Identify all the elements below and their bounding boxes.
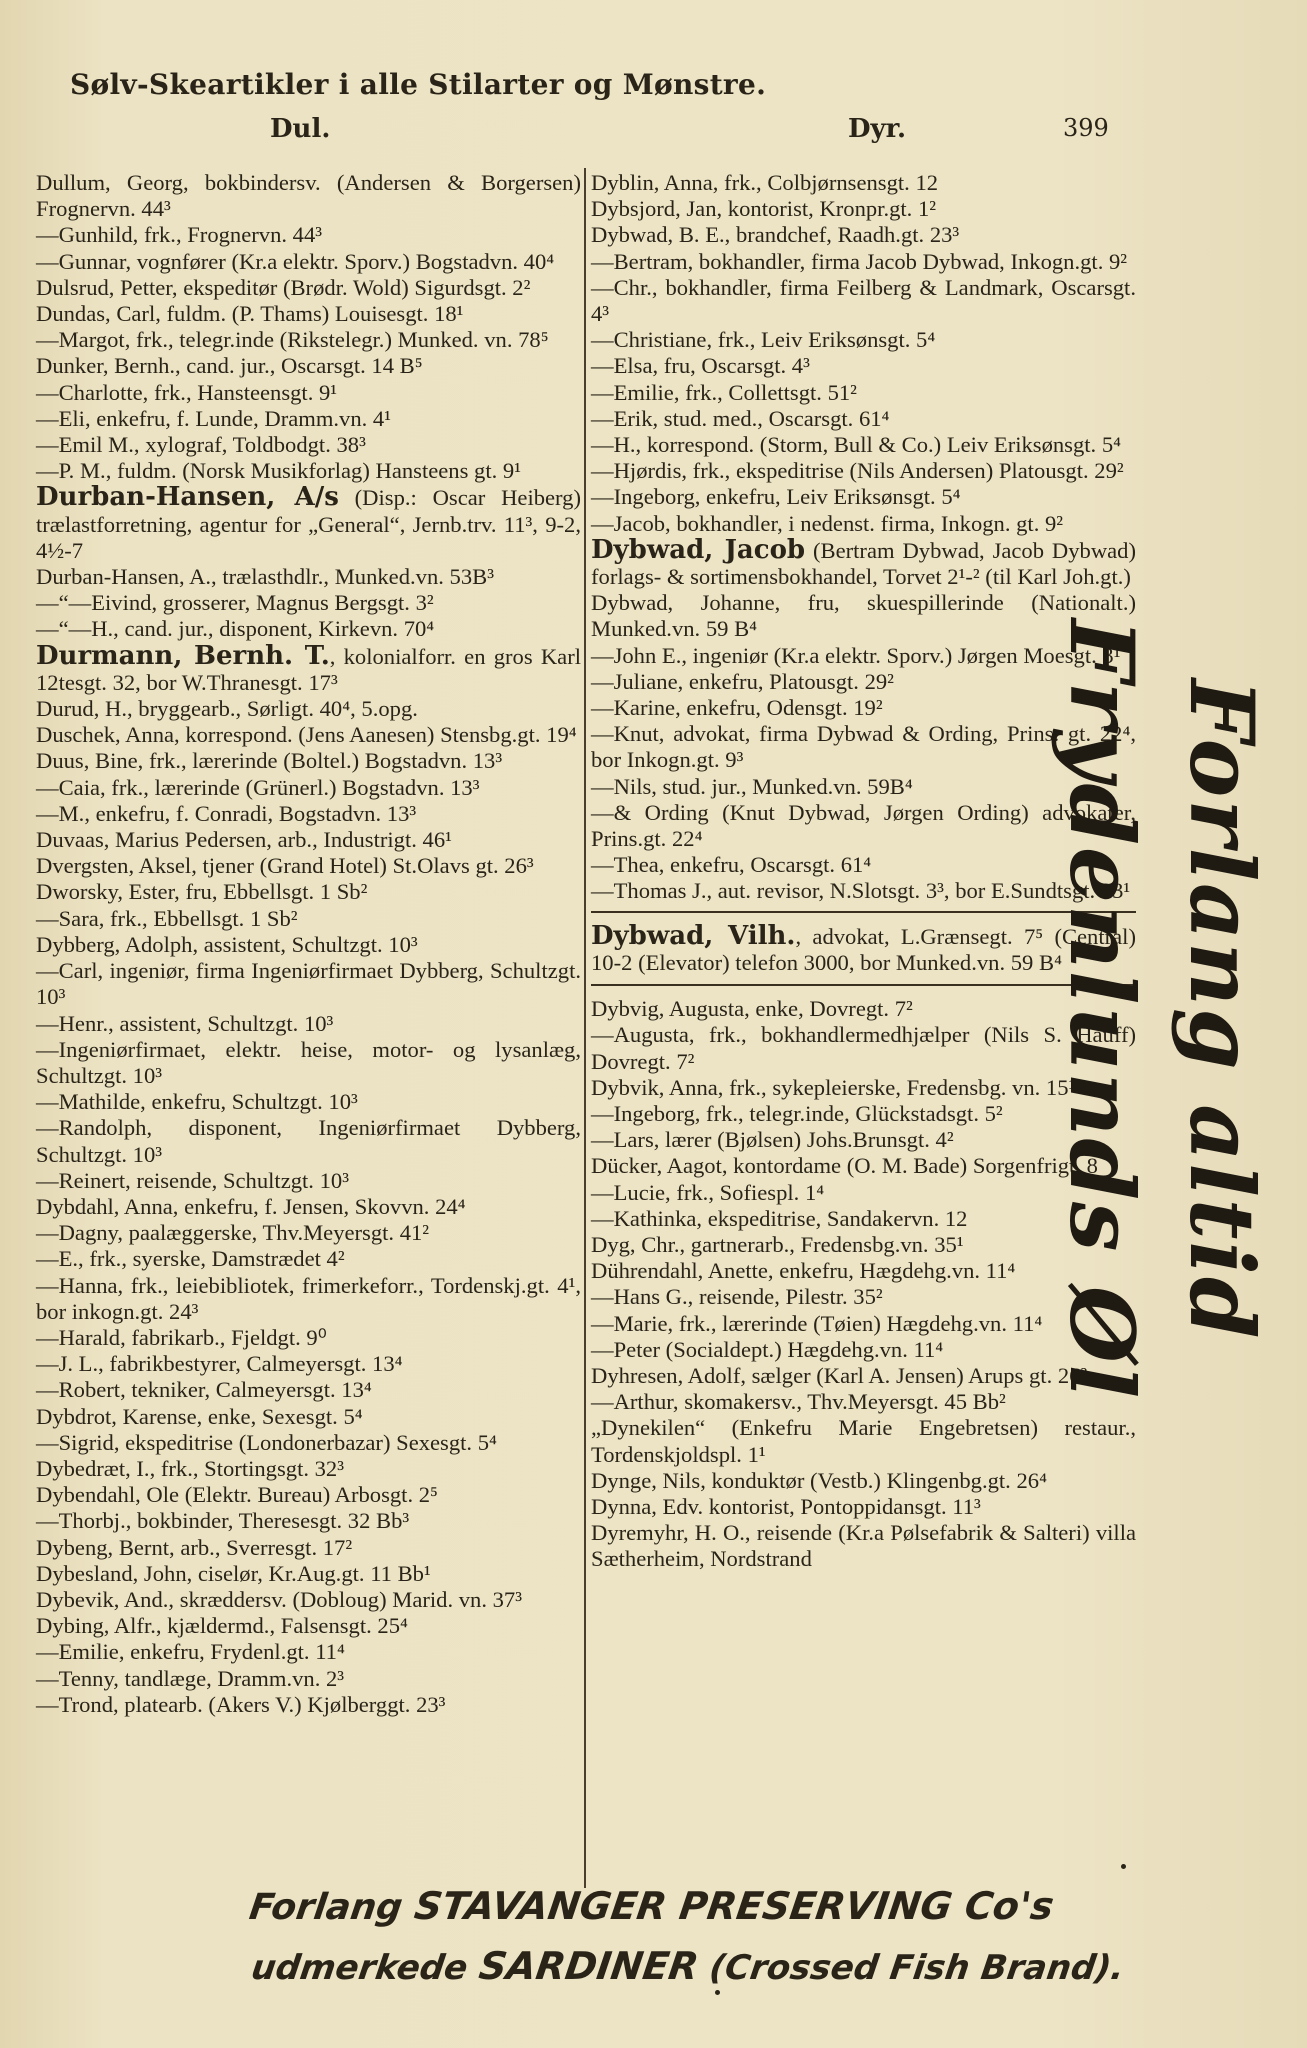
footer-ad-forlang: Forlang bbox=[246, 1887, 405, 1928]
footer-ad-line-1 bbox=[247, 1884, 1057, 1928]
directory-entry: —Knut, advokat, firma Dybwad & Ording, Prins. gt. 22⁴, bor Inkogn.gt. 9³ bbox=[591, 721, 1136, 773]
directory-entry: —Bertram, bokhandler, firma Jacob Dybwad, Inkogn.gt. 9² bbox=[591, 248, 1128, 274]
directory-entry: Duus, Bine, frk., lærerinde (Boltel.) Bogstadvn. 13³ bbox=[36, 748, 503, 774]
directory-entry: —Sigrid, ekspeditrise (Londonerbazar) Sexesgt. 5⁴ bbox=[36, 1429, 497, 1455]
directory-entry: Dybvik, Anna, frk., sykepleierske, Fredensbg. vn. 15¹ bbox=[591, 1074, 1076, 1100]
directory-entry: —Eli, enkefru, f. Lunde, Dramm.vn. 4¹ bbox=[36, 405, 392, 431]
left-column bbox=[36, 170, 581, 1718]
directory-entry: —Ingeborg, enkefru, Leiv Eriksønsgt. 5⁴ bbox=[591, 484, 961, 510]
directory-entry: —P. M., fuldm. (Norsk Musikforlag) Hansteens gt. 9¹ bbox=[36, 458, 521, 484]
directory-entry: —Hjørdis, frk., ekspeditrise (Nils Andersen) Platousgt. 29² bbox=[591, 458, 1124, 484]
directory-entry: —“—Eivind, grosserer, Magnus Bergsgt. 3² bbox=[36, 590, 434, 616]
directory-entry: Dybing, Alfr., kjældermd., Falsensgt. 25⁴ bbox=[36, 1613, 408, 1639]
directory-entry: Dybdahl, Anna, enkefru, f. Jensen, Skovvn. 24⁴ bbox=[36, 1193, 466, 1219]
directory-entry: —Hans G., reisende, Pilestr. 35² bbox=[591, 1284, 883, 1310]
directory-entry: Dyhresen, Adolf, sælger (Karl A. Jensen) Arups gt. 26² bbox=[591, 1362, 1088, 1388]
ink-dot bbox=[715, 1990, 720, 1995]
directory-entry: —Emilie, frk., Collettsgt. 51² bbox=[591, 379, 857, 405]
directory-entry: —Gunhild, frk., Frognervn. 44³ bbox=[36, 222, 323, 248]
right-column-header: Dyr. bbox=[848, 114, 907, 144]
directory-entry: Dybvig, Augusta, enke, Dovregt. 7² bbox=[591, 996, 913, 1022]
directory-entry: —Chr., bokhandler, firma Feilberg & Landmark, Oscarsgt. 4³ bbox=[591, 274, 1136, 327]
directory-entry: Durban-Hansen, A., trælasthdlr., Munked.vn. 53B³ bbox=[36, 564, 494, 590]
directory-entry: Dybdrot, Karense, enke, Sexesgt. 5⁴ bbox=[36, 1403, 363, 1429]
directory-entry: —Reinert, reisende, Schultzgt. 10³ bbox=[36, 1167, 349, 1193]
directory-entry: Dulsrud, Petter, ekspeditør (Brødr. Wold) Sigurdsgt. 2² bbox=[36, 274, 531, 300]
directory-entry: —M., enkefru, f. Conradi, Bogstadvn. 13³ bbox=[36, 800, 417, 826]
directory-entry: —Karine, enkefru, Odensgt. 19² bbox=[591, 695, 883, 721]
directory-entry: Dybevik, And., skræddersv. (Dobloug) Marid. vn. 37³ bbox=[36, 1586, 523, 1612]
directory-entry: Dybwad, Vilh., advokat, L.Grænsegt. 7⁵ (Central) 10-2 (Elevator) telefon 3000, bor Munked.vn. 59 B⁴ bbox=[591, 923, 1136, 986]
directory-entry: —J. L., fabrikbestyrer, Calmeyersgt. 13⁴ bbox=[36, 1351, 403, 1377]
directory-entry: Dunker, Bernh., cand. jur., Oscarsgt. 14 B⁵ bbox=[36, 353, 423, 379]
directory-entry: —Mathilde, enkefru, Schultzgt. 10³ bbox=[36, 1089, 358, 1115]
directory-entry: Dyg, Chr., gartnerarb., Fredensbg.vn. 35¹ bbox=[591, 1231, 964, 1257]
directory-entry: —Christiane, frk., Leiv Eriksønsgt. 5⁴ bbox=[591, 327, 936, 353]
directory-entry: Dworsky, Ester, fru, Ebbellsgt. 1 Sb² bbox=[36, 879, 368, 905]
directory-entry: Dücker, Aagot, kontordame (O. M. Bade) Sorgenfrigt. 8 bbox=[591, 1153, 1098, 1179]
footer-ad-brand: STAVANGER PRESERVING Co's bbox=[411, 1884, 1057, 1928]
page-number: 399 bbox=[1063, 114, 1109, 142]
directory-entry: Dundas, Carl, fuldm. (P. Thams) Louisesgt. 18¹ bbox=[36, 301, 464, 327]
directory-entry: —Charlotte, frk., Hansteensgt. 9¹ bbox=[36, 379, 338, 405]
directory-entry: —Thomas J., aut. revisor, N.Slotsgt. 3³, bor E.Sundtsgt. 23¹ bbox=[591, 878, 1131, 904]
directory-entry: —& Ording (Knut Dybwad, Jørgen Ording) advokater, Prins.gt. 22⁴ bbox=[591, 799, 1136, 852]
directory-entry: Durmann, Bernh. T., kolonialforr. en gros Karl 12tesgt. 32, bor W.Thranesgt. 17³ bbox=[36, 640, 581, 695]
directory-entry: Dybberg, Adolph, assistent, Schultzgt. 10³ bbox=[36, 931, 418, 957]
directory-entry: „Dynekilen“ (Enkefru Marie Engebretsen) restaur., Tordenskjoldspl. 1¹ bbox=[591, 1415, 1136, 1467]
directory-entry: —Dagny, paalæggerske, Thv.Meyersgt. 41² bbox=[36, 1220, 430, 1246]
directory-entry: Dybwad, B. E., brandchef, Raadh.gt. 23³ bbox=[591, 222, 960, 248]
directory-entry: —Augusta, frk., bokhandlermedhjælper (Nils S. Hauff) Dovregt. 7² bbox=[591, 1022, 1136, 1074]
directory-entry: Dybendahl, Ole (Elektr. Bureau) Arbosgt. 2⁵ bbox=[36, 1482, 438, 1508]
directory-entry: —Ingeborg, frk., telegr.inde, Glückstadsgt. 5² bbox=[591, 1100, 1003, 1126]
directory-entry: —Lars, lærer (Bjølsen) Johs.Brunsgt. 4² bbox=[591, 1127, 954, 1153]
directory-entry: —Thea, enkefru, Oscarsgt. 61⁴ bbox=[591, 852, 872, 878]
banner-ad: Sølv-Skeartikler i alle Stilarter og Mønstre. bbox=[70, 68, 767, 101]
directory-entry: —John E., ingeniør (Kr.a elektr. Sporv.) Jørgen Moesgt. 3¹ bbox=[591, 642, 1121, 668]
directory-entry: Dybesland, John, ciselør, Kr.Aug.gt. 11 Bb¹ bbox=[36, 1560, 431, 1586]
directory-entry: —“—H., cand. jur., disponent, Kirkevn. 70⁴ bbox=[36, 616, 435, 642]
directory-entry: —Caia, frk., lærerinde (Grünerl.) Bogstadvn. 13³ bbox=[36, 774, 480, 800]
directory-entry: —Harald, fabrikarb., Fjeldgt. 9⁰ bbox=[36, 1324, 327, 1350]
footer-ad-sardiner: SARDINER bbox=[476, 1944, 702, 1988]
directory-entry: —Jacob, bokhandler, i nedenst. firma, Inkogn. gt. 9² bbox=[591, 510, 1064, 536]
directory-entry: —Tenny, tandlæge, Dramm.vn. 2³ bbox=[36, 1665, 345, 1691]
directory-entry: Dynna, Edv. kontorist, Pontoppidansgt. 11³ bbox=[591, 1493, 981, 1519]
directory-entry: Durban-Hansen, A/s (Disp.: Oscar Heiberg) trælastforretning, agentur for „General“, Jernb.trv. 11³, 9-2, 4½-7 bbox=[36, 482, 581, 563]
directory-entry: —Erik, stud. med., Oscarsgt. 61⁴ bbox=[591, 405, 890, 431]
left-column-header: Dul. bbox=[270, 114, 331, 144]
directory-entry: Dyblin, Anna, frk., Colbjørnsensgt. 12 bbox=[591, 170, 939, 195]
directory-entry: —Ingeniørfirmaet, elektr. heise, motor- og lysanlæg, Schultzgt. 10³ bbox=[36, 1036, 581, 1088]
directory-entry: Dvergsten, Aksel, tjener (Grand Hotel) St.Olavs gt. 26³ bbox=[36, 853, 534, 879]
directory-entry: —Nils, stud. jur., Munked.vn. 59B⁴ bbox=[591, 773, 913, 799]
directory-entry: —Marie, frk., lærerinde (Tøien) Hægdehg.vn. 11⁴ bbox=[591, 1310, 1043, 1336]
directory-entry: —Henr., assistent, Schultzgt. 10³ bbox=[36, 1010, 334, 1036]
column-divider bbox=[584, 168, 586, 1888]
directory-entry: Duschek, Anna, korrespond. (Jens Aanesen) Stensbg.gt. 19⁴ bbox=[36, 722, 577, 748]
directory-entry: Dybwad, Johanne, fru, skuespillerinde (Nationalt.) Munked.vn. 59 B⁴ bbox=[591, 590, 1136, 642]
directory-entry: —Kathinka, ekspeditrise, Sandakervn. 12 bbox=[591, 1205, 968, 1231]
directory-entry: —Peter (Socialdept.) Hægdehg.vn. 11⁴ bbox=[591, 1336, 944, 1362]
directory-entry: —Trond, platearb. (Akers V.) Kjølberggt. 23³ bbox=[36, 1691, 446, 1717]
directory-entry: Dybsjord, Jan, kontorist, Kronpr.gt. 1² bbox=[591, 196, 937, 222]
directory-entry: —Hanna, frk., leiebibliotek, frimerkeforr., Tordenskj.gt. 4¹, bor inkogn.gt. 24³ bbox=[36, 1272, 581, 1324]
directory-entry: Durud, H., bryggearb., Sørligt. 40⁴, 5.opg. bbox=[36, 696, 418, 722]
directory-entry: —Gunnar, vognfører (Kr.a elektr. Sporv.) Bogstadvn. 40⁴ bbox=[36, 248, 555, 274]
directory-entry: —Carl, ingeniør, firma Ingeniørfirmaet Dybberg, Schultzgt. 10³ bbox=[36, 958, 581, 1010]
directory-entry: —Randolph, disponent, Ingeniørfirmaet Dybberg, Schultzgt. 10³ bbox=[36, 1115, 581, 1167]
directory-entry: Duvaas, Marius Pedersen, arb., Industrigt. 46¹ bbox=[36, 827, 452, 853]
footer-ad-line-2 bbox=[249, 1944, 1127, 1988]
directory-entry: Dybeng, Bernt, arb., Sverresgt. 17² bbox=[36, 1534, 353, 1560]
directory-entry: Dybedræt, I., frk., Stortingsgt. 32³ bbox=[36, 1455, 345, 1481]
directory-entry: —Emilie, enkefru, Frydenl.gt. 11⁴ bbox=[36, 1639, 345, 1665]
directory-entry: Dyremyhr, H. O., reisende (Kr.a Pølsefabrik & Salteri) villa Sætherheim, Nordstrand bbox=[591, 1520, 1136, 1572]
directory-entry: —Thorbj., bokbinder, Theresesgt. 32 Bb³ bbox=[36, 1508, 410, 1534]
directory-entry: —Elsa, fru, Oscarsgt. 4³ bbox=[591, 353, 810, 379]
directory-entry: Dynge, Nils, konduktør (Vestb.) Klingenbg.gt. 26⁴ bbox=[591, 1467, 1047, 1493]
directory-entry: —Emil M., xylograf, Toldbodgt. 38³ bbox=[36, 432, 366, 458]
directory-entry: Dullum, Georg, bokbindersv. (Andersen & Borgersen) Frognervn. 44³ bbox=[36, 170, 581, 222]
footer-ad-crossed-fish: (Crossed Fish Brand). bbox=[707, 1948, 1127, 1988]
directory-entry: —Lucie, frk., Sofiespl. 1⁴ bbox=[591, 1179, 825, 1205]
directory-entry: —Sara, frk., Ebbellsgt. 1 Sb² bbox=[36, 905, 298, 931]
directory-entry: Dybwad, Jacob (Bertram Dybwad, Jacob Dybwad) forlags- & sortimensbokhandel, Torvet 2¹-² (til Karl Joh.gt.) bbox=[591, 534, 1136, 590]
directory-entry: —E., frk., syerske, Damstrædet 4² bbox=[36, 1246, 345, 1272]
directory-entry: Dührendahl, Anette, enkefru, Hægdehg.vn. 11⁴ bbox=[591, 1258, 1016, 1284]
directory-entry: —Arthur, skomakersv., Thv.Meyersgt. 45 Bb² bbox=[591, 1389, 1006, 1415]
footer-ad-udmerkede: udmerkede bbox=[248, 1948, 471, 1988]
directory-entry: —H., korrespond. (Storm, Bull & Co.) Leiv Eriksønsgt. 5⁴ bbox=[591, 432, 1122, 458]
directory-entry: —Robert, tekniker, Calmeyersgt. 13⁴ bbox=[36, 1377, 372, 1403]
directory-entry: —Margot, frk., telegr.inde (Rikstelegr.) Munked. vn. 78⁵ bbox=[36, 327, 549, 353]
vertical-ad: Forlang altid Frydenlunds Øl bbox=[1050, 619, 1274, 1401]
ink-dot bbox=[1121, 1864, 1126, 1869]
directory-entry: —Juliane, enkefru, Platousgt. 29² bbox=[591, 668, 894, 694]
